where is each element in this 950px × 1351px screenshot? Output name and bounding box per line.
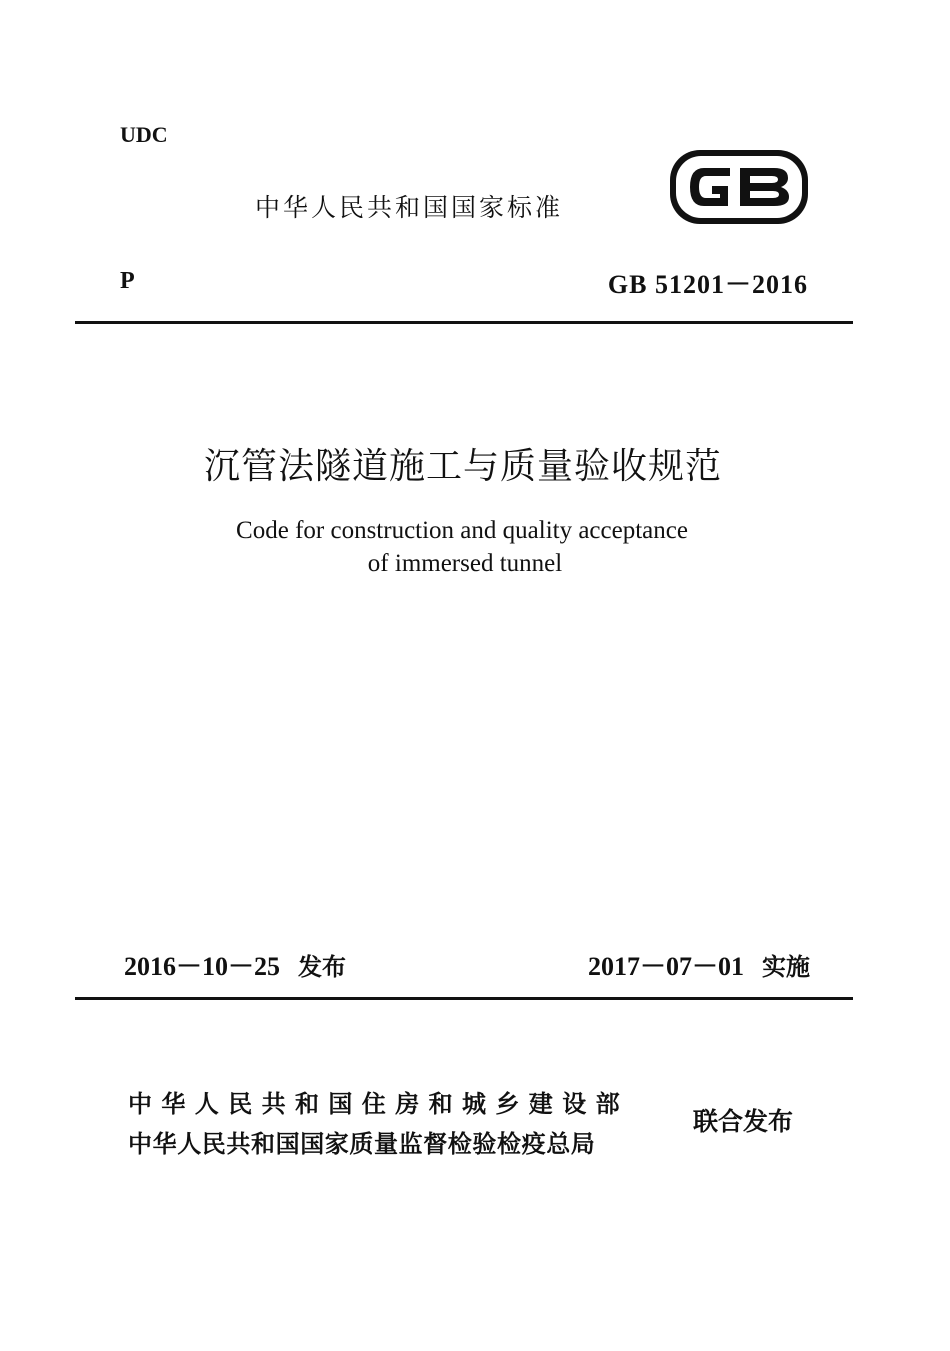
bottom-divider [75, 997, 853, 1000]
implement-date: 2017－07－01 [587, 952, 744, 981]
joint-issue-label: 联合发布 [693, 1107, 794, 1136]
title-english-line1: Code for construction and quality acceptance [236, 517, 688, 544]
implement-date-block [588, 946, 810, 983]
title-english-line2: of immersed tunnel [367, 550, 563, 577]
implement-label: 实施 [762, 953, 810, 981]
publisher-aqsiq: 中华人民共和国国家质量监督检验检疫总局 [128, 1130, 596, 1158]
issue-label: 发布 [298, 953, 347, 981]
standard-number: GB 51201－2016 [607, 270, 808, 299]
classification-code: P [120, 268, 135, 294]
issue-date-block [124, 946, 346, 983]
udc-label: UDC [120, 122, 168, 147]
publisher-ministry: 中华人民共和国住房和城乡建设部 [128, 1090, 629, 1118]
top-divider [75, 321, 853, 324]
issue-date: 2016－10－25 [124, 952, 281, 981]
gb-logo [668, 148, 810, 226]
title-chinese: 沉管法隧道施工与质量验收规范 [203, 446, 722, 487]
national-standard-label: 中华人民共和国国家标准 [255, 193, 564, 222]
